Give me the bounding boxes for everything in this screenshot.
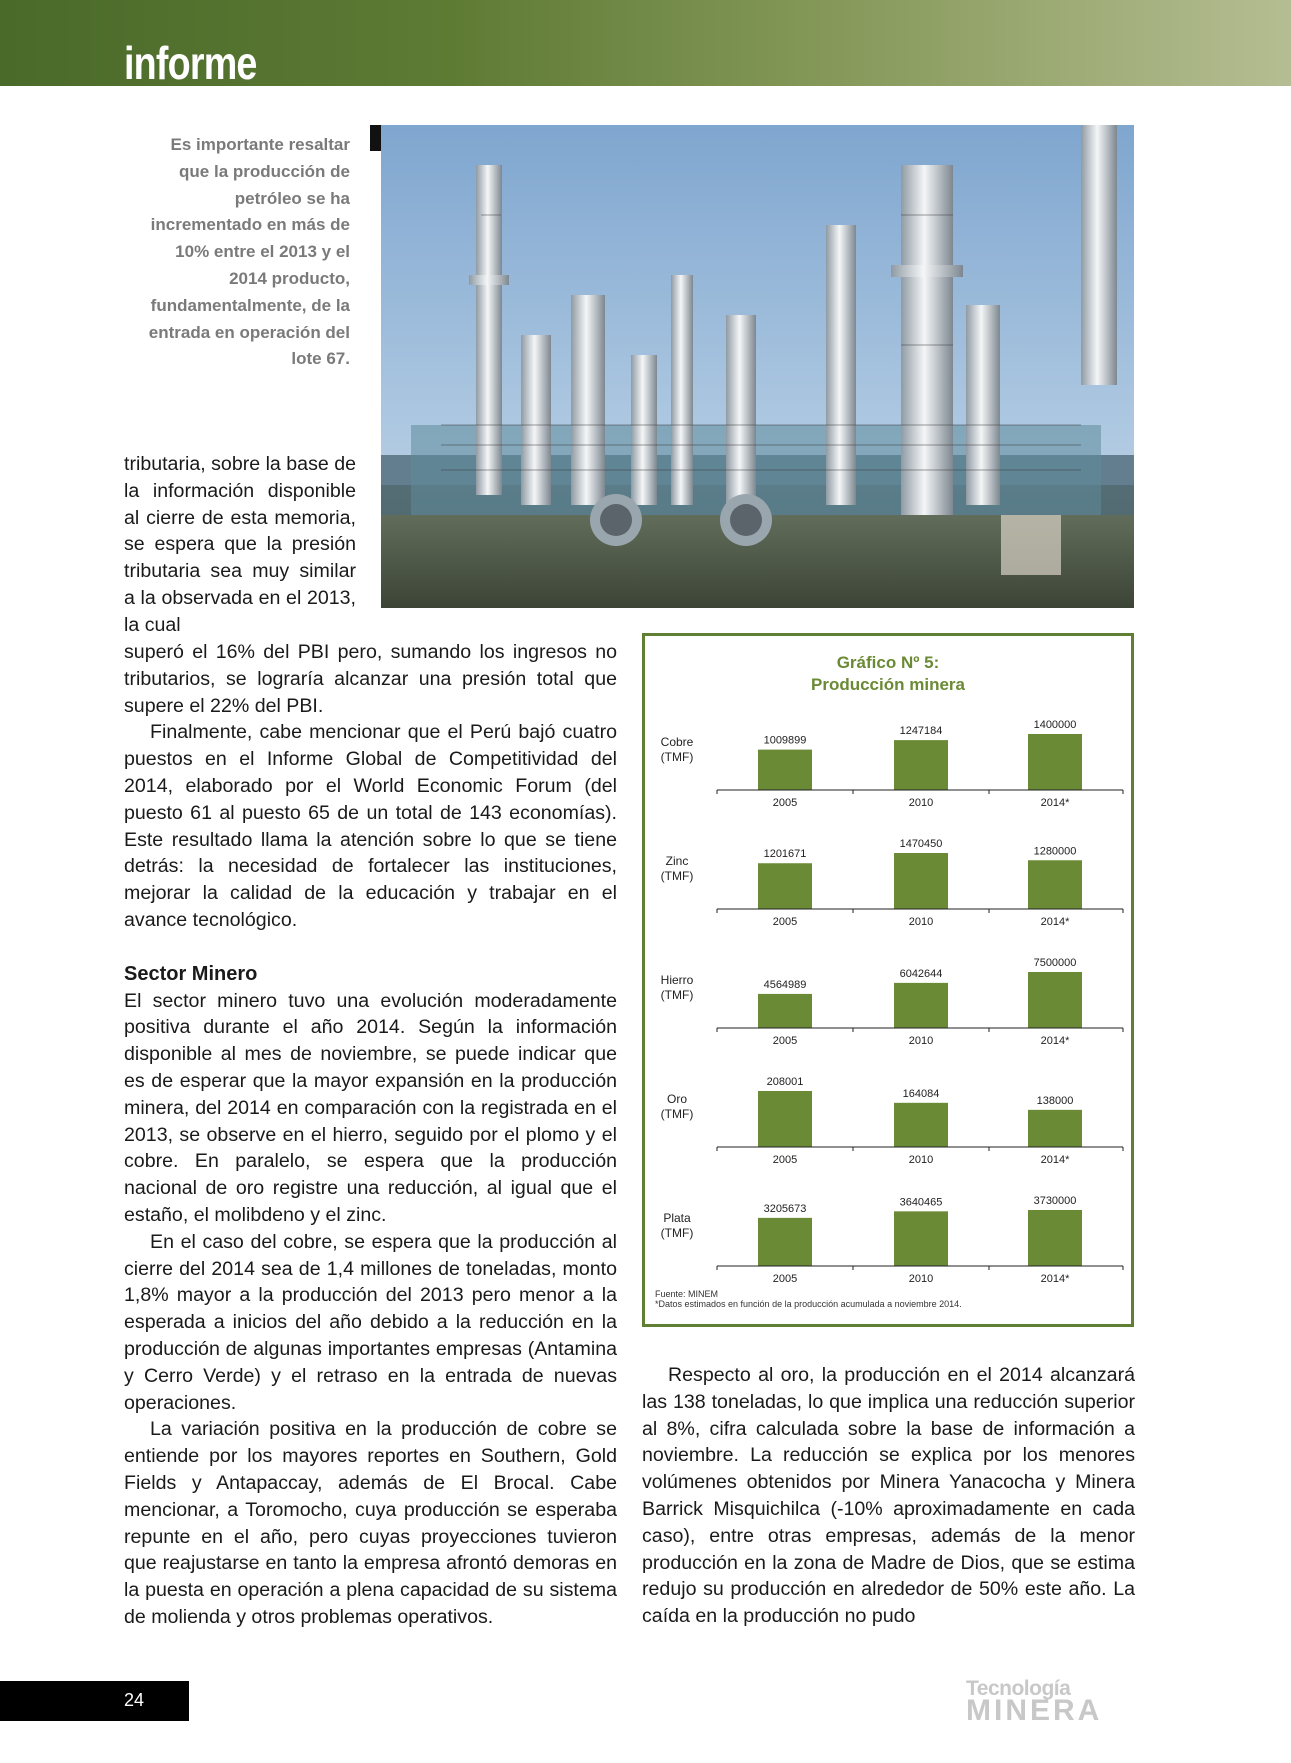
brand-logo-line2: MINERA [966, 1694, 1103, 1727]
panel-label: Hierro [660, 973, 694, 987]
panel-unit-label: (TMF) [660, 750, 694, 764]
article-paragraph: Finalmente, cabe mencionar que el Perú bajó cuatro puestos en el Informe Global de Competitividad del 2014, elaborado por el World Economic Forum (del puesto 61 al puesto 65 de un total de 143 economías). Este resultado llama la atención sobre lo que se tiene detrás: la necesidad de fortalecer las instituciones, mejorar la calidad de la educación y trabajar en el avance tecnológico. [124, 721, 617, 931]
chart-title-line1: Gráfico Nº 5: [836, 653, 940, 672]
panel-unit-label: (TMF) [660, 869, 694, 883]
category-label: 2014* [1040, 1035, 1070, 1047]
category-label: 2010 [908, 1154, 934, 1166]
category-label: 2005 [772, 1273, 798, 1285]
article-column-narrow [124, 451, 356, 639]
bar-value-label: 7500000 [1033, 957, 1077, 969]
bar-value-label: 1009899 [763, 734, 807, 747]
bar-value-label: 4564989 [763, 978, 807, 991]
article-column-left [124, 639, 617, 1631]
panel-label: Zinc [665, 854, 689, 868]
chart-bar [894, 740, 948, 790]
category-label: 2005 [772, 1035, 798, 1047]
bar-value-label: 6042644 [899, 967, 943, 980]
chart-note: *Datos estimados en función de la producción acumulada a noviembre 2014. [655, 1299, 962, 1309]
bar-value-label: 1201671 [763, 848, 807, 861]
chart-bar [1028, 972, 1082, 1028]
chart-bar [894, 1103, 948, 1147]
category-label: 2014* [1040, 1154, 1070, 1166]
category-label: 2010 [908, 916, 934, 928]
chart-canvas [645, 636, 1131, 1324]
category-label: 2014* [1040, 797, 1070, 809]
bar-value-label: 3640465 [899, 1196, 943, 1209]
chart-bar [758, 863, 812, 909]
section-label: informe [124, 37, 257, 89]
chart-title-line2: Producción minera [811, 675, 965, 694]
panel-label: Cobre [660, 735, 694, 749]
mining-production-chart [642, 633, 1134, 1327]
panel-unit-label: (TMF) [660, 1226, 694, 1240]
article-paragraph: superó el 16% del PBI pero, sumando los ingresos no tributarios, se lograría alcanzar una presión total que supere el 22% del PBI. [124, 641, 617, 717]
chart-bar [894, 1211, 948, 1266]
category-label: 2010 [908, 1273, 934, 1285]
bar-value-label: 1400000 [1033, 719, 1077, 731]
article-paragraph: El sector minero tuvo una evolución moderadamente positiva durante el año 2014. Según la información disponible al mes de noviembre, se puede indicar que es de esperar que la mayor expansión en la producción minera, del 2014 en comparación con la registrada en el 2013, se observe en el hierro, seguido por el plomo y el cobre. En paralelo, se espera que la producción nacional de oro registre una reducción, al igual que el estaño, el molibdeno y el zinc. [124, 989, 617, 1226]
chart-bar [758, 1091, 812, 1147]
chart-bar [758, 750, 812, 790]
category-label: 2005 [772, 797, 798, 809]
panel-label: Oro [666, 1092, 688, 1106]
article-paragraph: tributaria, sobre la base de la información disponible al cierre de esta memoria, se espera que la presión tributaria sea muy similar a la observada en el 2013, la cual [124, 453, 356, 636]
chart-bar [758, 994, 812, 1028]
chart-bar [1028, 1110, 1082, 1147]
chart-bar [894, 853, 948, 909]
page-number: 24 [124, 1690, 145, 1710]
chart-bar [1028, 1210, 1082, 1266]
brand-logo-line1: Tecnología [966, 1677, 1071, 1700]
refinery-photo [381, 125, 1134, 608]
bar-value-label: 164084 [902, 1087, 940, 1100]
bar-value-label: 3730000 [1033, 1195, 1077, 1207]
category-label: 2005 [772, 916, 798, 928]
chart-bar [894, 983, 948, 1028]
bar-value-label: 138000 [1036, 1094, 1074, 1107]
bar-value-label: 208001 [766, 1076, 804, 1088]
bar-value-label: 3205673 [763, 1202, 807, 1215]
pull-quote: Es importante resaltar que la producción de petróleo se ha incrementado en más de 10% entre el 2013 y el 2014 producto, fundamentalmente, de la entrada en operación del lote 67. [148, 135, 350, 369]
category-label: 2014* [1040, 916, 1070, 928]
category-label: 2005 [772, 1154, 798, 1166]
article-paragraph: Respecto al oro, la producción en el 2014 alcanzará las 138 toneladas, lo que implica una reducción superior al 8%, cifra calculada sobre la base de información a noviembre. La reducción se explica por los menores volúmenes obtenidos por Minera Yanacocha y Minera Barrick Misquichilca (-10% aproximadamente en cada caso), entre otras empresas, además de la menor producción en la zona de Madre de Dios, que se estima redujo su producción en alrededor de 50% este año. La caída en la producción no pudo [642, 1364, 1135, 1628]
category-label: 2014* [1040, 1273, 1070, 1285]
footer-bar [0, 1681, 189, 1721]
article-paragraph: La variación positiva en la producción de cobre se entiende por los mayores reportes en Southern, Gold Fields y Antapaccay, además de El Brocal. Cabe mencionar, a Toromocho, cuya producción se esperaba repunte en el año, pero cuyas proyecciones tuvieron que reajustarse en tanto la empresa afrontó demoras en la puesta en operación a plena capacidad de su sistema de molienda y otros problemas operativos. [124, 1418, 617, 1628]
bar-value-label: 1470450 [899, 838, 943, 850]
panel-label: Plata [663, 1211, 691, 1225]
article-column-right [642, 1362, 1135, 1630]
bar-value-label: 1280000 [1033, 845, 1077, 858]
category-label: 2010 [908, 797, 934, 809]
panel-unit-label: (TMF) [660, 988, 694, 1002]
article-paragraph: En el caso del cobre, se espera que la producción al cierre del 2014 sea de 1,4 millones de toneladas, monto 1,8% mayor a la producción del 2013 pero menor a la esperada a inicios del año debido a la reducción en la producción de algunas importantes empresas (Antamina y Cerro Verde) y el retraso en la entrada de nuevas operaciones. [124, 1230, 617, 1414]
chart-bar [758, 1218, 812, 1266]
chart-bar [1028, 734, 1082, 790]
section-heading: Sector Minero [124, 962, 258, 985]
bar-value-label: 1247184 [899, 725, 943, 738]
chart-bar [1028, 860, 1082, 909]
category-label: 2010 [908, 1035, 934, 1047]
panel-unit-label: (TMF) [660, 1107, 694, 1121]
chart-source: Fuente: MINEM [655, 1289, 719, 1299]
